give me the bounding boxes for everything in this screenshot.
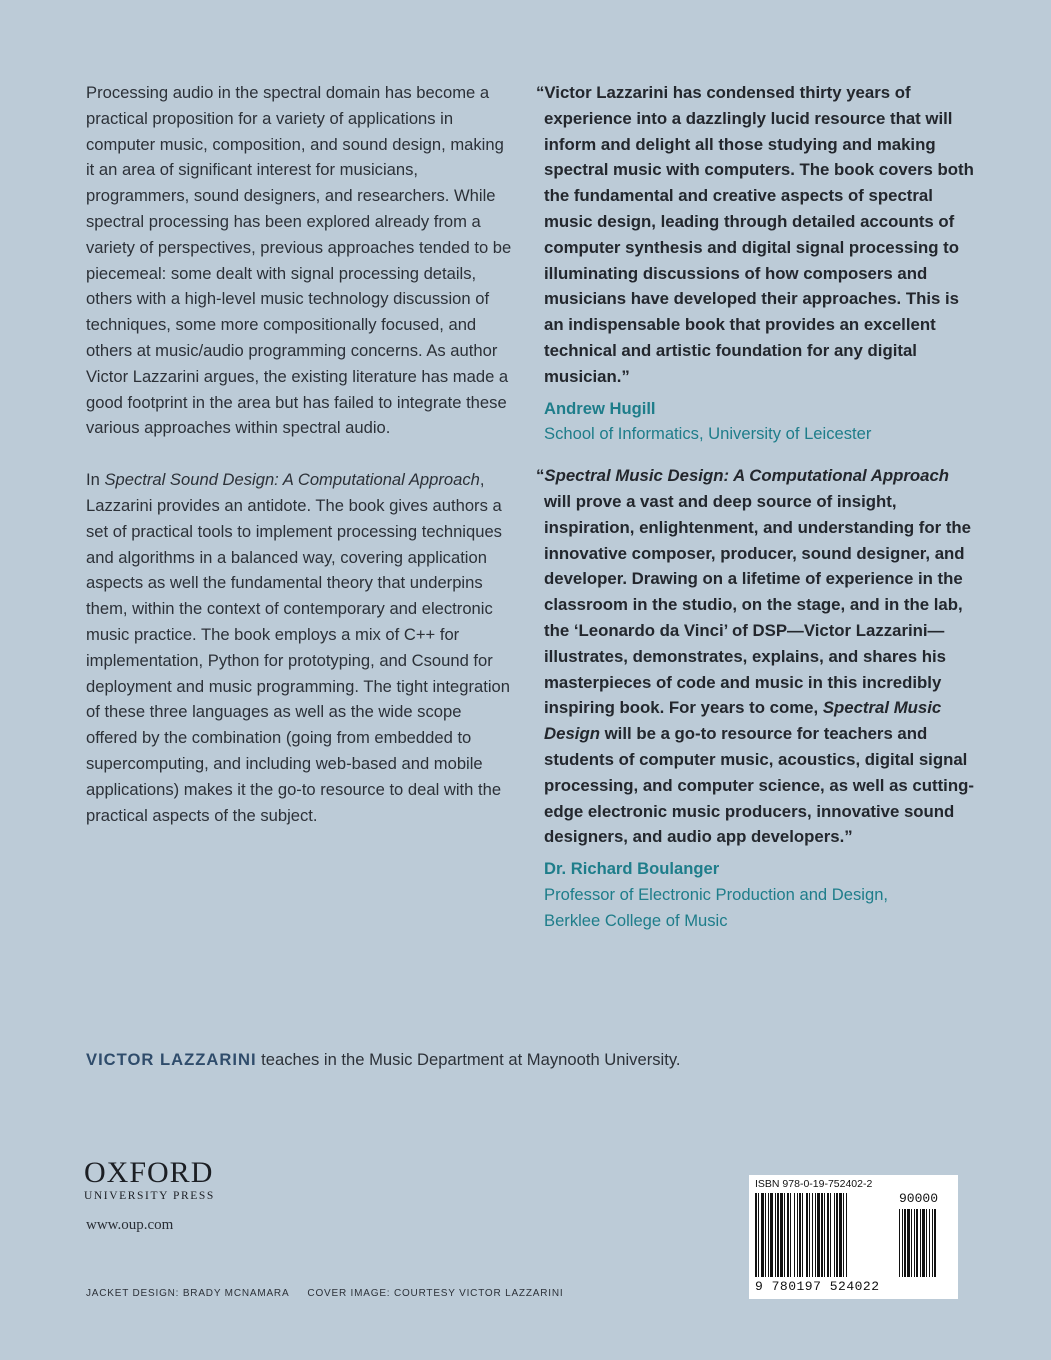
endorsements [536,80,976,934]
description-paragraph-2 [86,467,516,828]
publisher-website[interactable]: www.oup.com [86,1217,174,1233]
endorser-affiliation-line2: Berklee College of Music [544,910,728,930]
barcode-panel [749,1175,958,1299]
author-bio-text: teaches in the Music Department at Maynooth University. [256,1050,681,1069]
endorsement-1 [536,80,976,447]
cover-image-credit: COVER IMAGE: COURTESY VICTOR LAZZARINI [307,1288,564,1299]
endorser-affiliation-line1: Professor of Electronic Production and Design, [544,884,889,904]
description-paragraph-1: Processing audio in the spectral domain has become a practical proposition for a variety of applications in computer music, composition, and sound design, making it an area of significant interest for musicians, programmers, sound designers, and researchers. While spectral processing has been explored already from a variety of perspectives, previous approaches tended to be piecemeal: some dealt with signal processing details, others with a high-level music technology discussion of techniques, some more compositionally focused, and others at music/audio programming concerns. As author Victor Lazzarini argues, the existing literature has made a good footprint in the area but has failed to integrate these various approaches within spectral audio. [86,83,512,438]
quote-book-title: Spectral Music Design: A Computational Approach [544,466,950,486]
price-code: 90000 [899,1191,939,1206]
quote-book-title-short: Spectral Music Design [544,698,942,744]
endorser-affiliation: School of Informatics, University of Leicester [544,424,872,444]
endorser-name: Dr. Richard Boulanger [544,859,720,879]
ean-digits: 9 780197 524022 [755,1279,880,1294]
endorser-name: Andrew Hugill [544,398,656,418]
quote-text-end: will be a go-to resource for teachers and students of computer music, acoustics, digital signal processing, and computer science, as well as cutting-edge electronic music producers, innovative sound designers, and audio app developers.” [544,724,974,847]
quote-open-mark: “ [536,466,545,486]
endorsement-quote [536,463,976,850]
quote-text: will prove a vast and deep source of insight, inspiration, enlightenment, and understanding for the innovative composer, producer, sound designer, and developer. Drawing on a lifetime of experience in the classroom in the studio, on the stage, and in the lab, the ‘Leonardo da Vinci’ of DSP—Victor Lazzarini—illustrates, demonstrates, explains, and shares his masterpieces of code and music in this incredibly inspiring book. For years to come, [544,491,971,718]
jacket-design-credit: JACKET DESIGN: BRADY MCNAMARA [86,1288,290,1299]
publisher-logo [84,1158,215,1202]
description-p2-body: , Lazzarini provides an antidote. The book gives authors a set of practical tools to implement processing techniques and algorithms in a balanced way, covering application aspects as well the fundamental theory that underpins them, within the context of contemporary and electronic music practice. The book employs a mix of C++ for implementation, Python for prototyping, and Csound for deployment and music programming. The tight integration of these three languages as well as the wide scope offered by the combination (going from embedded to supercomputing, and including web-based and mobile applications) makes it the go-to resource to deal with the practical aspects of the subject. [86,470,510,825]
author-name: VICTOR LAZZARINI [86,1050,257,1069]
isbn-label: ISBN 978-0-19-752402-2 [755,1178,873,1190]
description-p2-title: Spectral Sound Design: A Computational Approach [104,470,480,490]
credits-line [86,1288,563,1299]
book-description [86,80,516,828]
endorsement-2 [536,463,976,933]
author-bio [86,1050,681,1070]
publisher-name: OXFORD [84,1156,214,1189]
description-p2-lead: In [86,470,105,490]
endorsement-quote: “Victor Lazzarini has condensed thirty years of experience into a dazzlingly lucid resource that will inform and delight all those studying and making spectral music with computers. The book covers both the fundamental and creative aspects of spectral music design, leading through detailed accounts of computer synthesis and digital signal processing to illuminating discussions of how composers and musicians have developed their approaches. This is an indispensable book that provides an excellent technical and artistic foundation for any digital musician.” [536,83,974,386]
publisher-subtitle: UNIVERSITY PRESS [84,1190,215,1202]
